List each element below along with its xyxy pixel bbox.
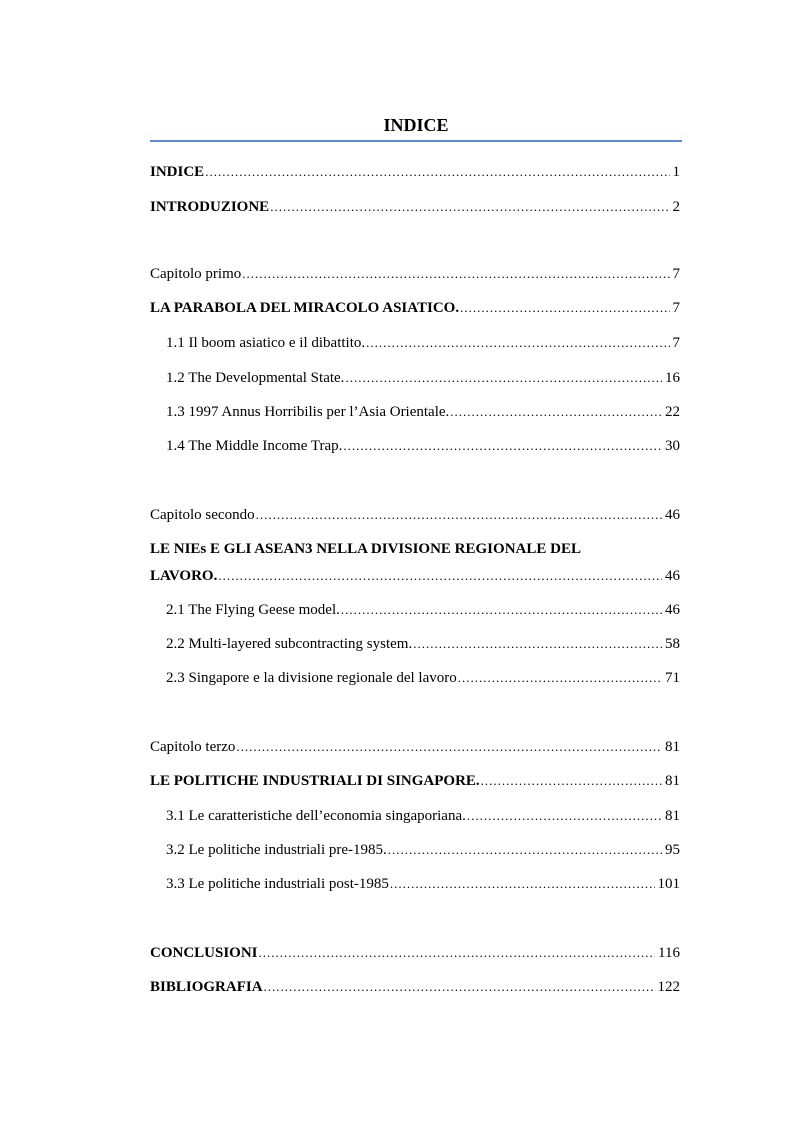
toc-entry-page: 7 — [672, 266, 680, 282]
toc-leader-dots — [481, 771, 662, 791]
toc-entry-page: 46 — [665, 507, 680, 523]
toc-leader-dots — [256, 505, 662, 525]
toc-leader-dots — [218, 566, 662, 586]
toc-entry-label: INTRODUZIONE — [150, 199, 270, 215]
toc-entry-page: 58 — [665, 636, 680, 652]
toc-entry-label: CONCLUSIONI — [150, 945, 258, 961]
toc-leader-dots — [458, 668, 662, 688]
toc-entry-chapter-1-title[interactable] — [150, 298, 680, 318]
toc-entry-bibliografia[interactable] — [150, 977, 680, 997]
toc-entry-chapter-3-title[interactable] — [150, 771, 680, 791]
toc-leader-dots — [345, 368, 662, 388]
toc-leader-dots — [242, 264, 669, 284]
toc-entry-capitolo-primo[interactable] — [150, 264, 680, 284]
toc-entry-capitolo-terzo[interactable] — [150, 737, 680, 757]
toc-entry-page: 46 — [665, 602, 680, 618]
toc-entry-label: 1.2 The Developmental State. — [166, 370, 345, 386]
toc-entry-label: LE POLITICHE INDUSTRIALI DI SINGAPORE. — [150, 773, 480, 789]
toc-entry-capitolo-secondo[interactable] — [150, 505, 680, 525]
toc-entry-page: 81 — [665, 739, 680, 755]
toc-entry-3-1[interactable] — [166, 806, 680, 826]
toc-entry-page: 30 — [665, 438, 680, 454]
page-title: INDICE — [383, 115, 449, 135]
toc-leader-dots — [205, 162, 669, 182]
toc-leader-dots — [390, 874, 655, 894]
toc-entry-label: 1.4 The Middle Income Trap. — [166, 438, 343, 454]
toc-entry-label: Capitolo terzo — [150, 739, 236, 755]
toc-entry-page: 16 — [665, 370, 680, 386]
toc-entry-label: 2.2 Multi-layered subcontracting system. — [166, 636, 413, 652]
toc-entry-label: LA PARABOLA DEL MIRACOLO ASIATICO. — [150, 300, 460, 316]
toc-entry-page: 2 — [672, 199, 680, 215]
toc-leader-dots — [413, 634, 662, 654]
toc-leader-dots — [467, 806, 662, 826]
toc-entry-2-1[interactable] — [166, 600, 680, 620]
toc-leader-dots — [343, 436, 662, 456]
toc-entry-1-1[interactable] — [166, 333, 680, 353]
toc-entry-label: 2.1 The Flying Geese model. — [166, 602, 340, 618]
toc-entry-page: 22 — [665, 404, 680, 420]
toc-entry-label: 3.3 Le politiche industriali post-1985 — [166, 876, 389, 892]
toc-entry-page: 116 — [658, 945, 680, 961]
toc-entry-conclusioni[interactable] — [150, 943, 680, 963]
toc-entry-1-2[interactable] — [166, 368, 680, 388]
toc-entry-3-3[interactable] — [166, 874, 680, 894]
toc-entry-label: Capitolo secondo — [150, 507, 255, 523]
toc-entry-page: 7 — [672, 300, 680, 316]
title-underline — [150, 140, 682, 142]
toc-entry-chapter-2-title[interactable] — [150, 566, 680, 586]
toc-entry-1-4[interactable] — [166, 436, 680, 456]
toc-entry-label: Capitolo primo — [150, 266, 242, 282]
toc-entry-page: 7 — [672, 335, 680, 351]
toc-leader-dots — [341, 600, 662, 620]
toc-entry-label: 3.2 Le politiche industriali pre-1985. — [166, 842, 387, 858]
toc-entry-label: 1.3 1997 Annus Horribilis per l’Asia Orientale. — [166, 404, 450, 420]
toc-entry-1-3[interactable] — [166, 402, 680, 422]
toc-leader-dots — [388, 840, 662, 860]
toc-entry-label: INDICE — [150, 164, 205, 180]
toc-leader-dots — [450, 402, 662, 422]
toc-entry-introduzione[interactable] — [150, 197, 680, 217]
toc-entry-label: 1.1 Il boom asiatico e il dibattito. — [166, 335, 366, 351]
toc-leader-dots — [366, 333, 669, 353]
toc-leader-dots — [236, 737, 662, 757]
toc-entry-page: 81 — [665, 773, 680, 789]
toc-leader-dots — [259, 943, 656, 963]
toc-entry-label: 3.1 Le caratteristiche dell’economia singaporiana. — [166, 808, 466, 824]
toc-entry-page: 71 — [665, 670, 680, 686]
toc-entry-page: 122 — [657, 979, 680, 995]
toc-entry-page: 95 — [665, 842, 680, 858]
toc-entry-page: 1 — [672, 164, 680, 180]
toc-leader-dots — [460, 298, 669, 318]
toc-entry-chapter-2-title-line1: LE NIEs E GLI ASEAN3 NELLA DIVISIONE REGIONALE DEL — [150, 541, 581, 557]
toc-entry-page: 101 — [657, 876, 680, 892]
toc-entry-label: BIBLIOGRAFIA — [150, 979, 263, 995]
toc-entry-page: 46 — [665, 568, 680, 584]
toc-entry-3-2[interactable] — [166, 840, 680, 860]
toc-entry-2-2[interactable] — [166, 634, 680, 654]
toc-entry-2-3[interactable] — [166, 668, 680, 688]
toc-leader-dots — [264, 977, 655, 997]
toc-entry-label: LAVORO. — [150, 568, 218, 584]
toc-entry-page: 81 — [665, 808, 680, 824]
toc-leader-dots — [270, 197, 669, 217]
toc-entry-indice[interactable] — [150, 162, 680, 182]
toc-entry-label: 2.3 Singapore e la divisione regionale del lavoro — [166, 670, 457, 686]
